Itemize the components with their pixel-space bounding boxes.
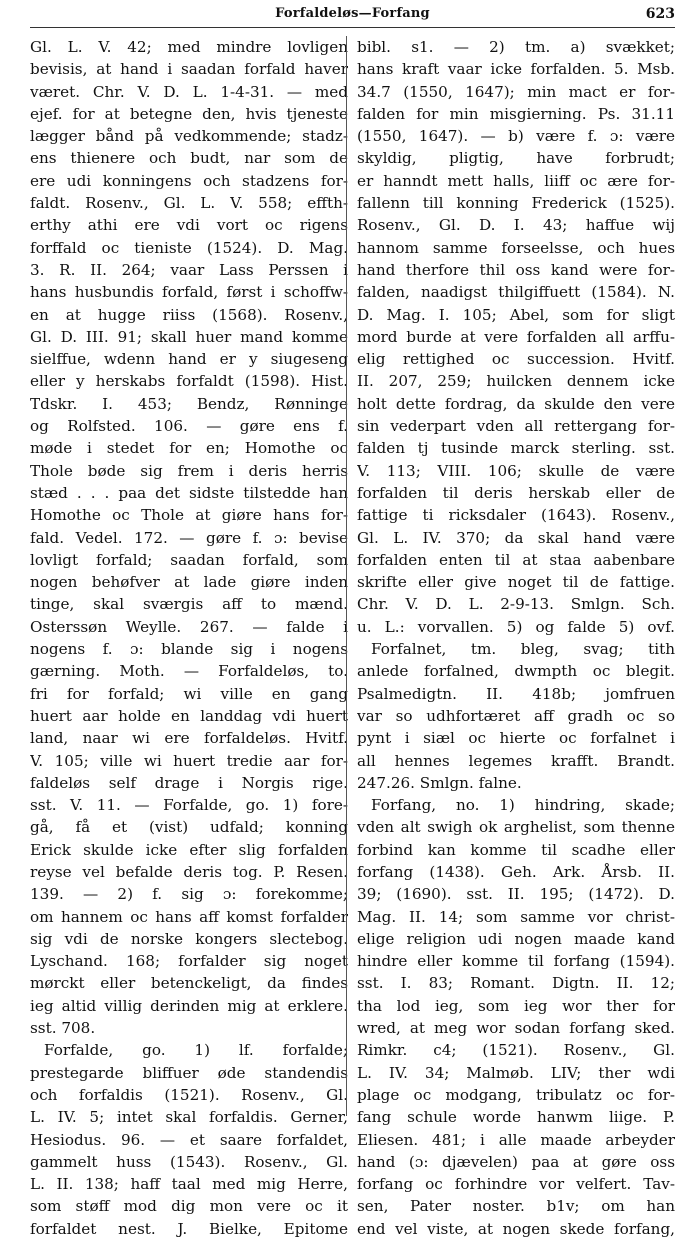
text-line: Hesiodus. 96. — et saare forfaldet, bbox=[30, 1130, 348, 1149]
text-line: Forfang, no. 1) hindring, skade; bbox=[371, 796, 675, 815]
left-column bbox=[30, 36, 348, 1240]
text-line: bibl. s1. — 2) tm. a) svækket; bbox=[357, 38, 675, 56]
text-line: fri for forfald; wi ville en gang bbox=[30, 684, 348, 703]
text-line: om hannem oc hans aff komst forfalder bbox=[30, 907, 348, 926]
text-line: elig rettighed oc succession. Hvitf. bbox=[357, 350, 675, 369]
text-line: gammelt huss (1543). Rosenv., Gl. bbox=[30, 1152, 348, 1171]
text-line: Forfalde, go. 1) lf. forfalde; bbox=[44, 1041, 348, 1060]
text-line: møde i stedet for en; Homothe oc bbox=[30, 439, 348, 458]
text-line: end vel viste, at nogen skede forfang, bbox=[357, 1219, 675, 1238]
text-line: som støff mod dig mon vere oc it bbox=[30, 1197, 348, 1216]
column-divider bbox=[346, 36, 347, 1116]
text-line: Gl. L. IV. 370; da skal hand være bbox=[357, 528, 675, 547]
text-line: holt dette fordrag, da skulde den vere bbox=[357, 394, 675, 413]
text-line: falden tj tusinde marck sterling. sst. bbox=[357, 439, 675, 458]
text-line: 39; (1690). sst. II. 195; (1472). D. bbox=[357, 885, 675, 904]
text-line: elige religion udi nogen maade kand bbox=[357, 929, 675, 948]
text-line: fald. Vedel. 172. — gøre f. ɔ: bevise bbox=[30, 528, 348, 547]
text-line: ere udi konningens och stadzens for- bbox=[30, 171, 348, 190]
text-line: II. 207, 259; huilcken dennem icke bbox=[357, 372, 675, 391]
text-line: anlede forfalned, dwmpth oc blegit. bbox=[357, 662, 675, 681]
text-line: Rosenv., Gl. D. I. 43; haffue wij bbox=[357, 216, 675, 235]
text-line: L. II. 138; haff taal med mig Herre, bbox=[30, 1175, 348, 1194]
text-line: Osterssøn Weylle. 267. — falde i bbox=[30, 617, 348, 636]
text-line: 139. — 2) f. sig ɔ: forekomme; bbox=[30, 885, 348, 904]
text-line: forfalden til deris herskab eller de bbox=[357, 483, 675, 502]
text-line: sst. V. 11. — Forfalde, go. 1) fore- bbox=[30, 796, 348, 815]
text-line: tha lod ieg, som ieg wor ther for bbox=[357, 996, 675, 1015]
text-line: erthy athi ere vdi vort oc rigens bbox=[30, 216, 348, 235]
text-line: bevisis, at hand i saadan forfald haver bbox=[30, 60, 348, 79]
text-line: hindre eller komme til forfang (1594). bbox=[357, 952, 675, 971]
text-line: sielffue, wdenn hand er y siugeseng bbox=[30, 350, 348, 369]
text-line: 3. R. II. 264; vaar Lass Perssen i bbox=[30, 260, 348, 279]
text-line: forbind kan komme til scadhe eller bbox=[357, 840, 675, 859]
text-line: u. L.: vorvallen. 5) og falde 5) ovf. bbox=[357, 617, 675, 636]
page-number: 623 bbox=[645, 6, 675, 22]
text-line: sin vederpart vden all rettergang for- bbox=[357, 417, 675, 436]
text-line: fattige ti ricksdaler (1643). Rosenv., bbox=[357, 506, 675, 525]
text-line: en at hugge riiss (1568). Rosenv., bbox=[30, 305, 348, 324]
text-line: och forfaldis (1521). Rosenv., Gl. bbox=[30, 1085, 348, 1104]
text-line: gærning. Moth. — Forfaldeløs, to. bbox=[30, 662, 348, 681]
text-line: Mag. II. 14; som samme vor christ- bbox=[357, 907, 675, 926]
text-line: V. 113; VIII. 106; skulle de være bbox=[357, 461, 675, 480]
text-line: faldeløs self drage i Norgis rige. bbox=[30, 773, 348, 792]
text-line: land, naar wi ere forfaldeløs. Hvitf. bbox=[30, 729, 348, 748]
text-line: hannom samme forseelsse, och hues bbox=[357, 238, 675, 257]
text-line: sst. 708. bbox=[30, 1019, 96, 1038]
text-line: L. IV. 5; intet skal forfaldis. Gerner, bbox=[30, 1108, 348, 1127]
text-line: Homothe oc Thole at giøre hans for- bbox=[30, 506, 348, 525]
text-line: Erick skulde icke efter slig forfalden bbox=[30, 840, 348, 859]
text-line: L. IV. 34; Malmøb. LIV; ther wdi bbox=[357, 1063, 675, 1082]
page-header bbox=[30, 6, 675, 28]
text-line: D. Mag. I. 105; Abel, som for sligt bbox=[357, 305, 675, 324]
text-line: 247.26. Smlgn. falne. bbox=[357, 773, 522, 792]
text-line: været. Chr. V. D. L. 1-4-31. — med bbox=[30, 82, 348, 101]
text-line: fallenn till konning Frederick (1525). bbox=[357, 194, 675, 213]
text-line: var so udhfortæret aff gradh oc so bbox=[357, 706, 675, 725]
text-line: Gl. L. V. 42; med mindre lovligen bbox=[30, 38, 348, 56]
text-line: Forfalnet, tm. bleg, svag; tith bbox=[371, 640, 675, 659]
text-line: hans kraft vaar icke forfalden. 5. Msb. bbox=[357, 60, 675, 79]
text-line: all hennes legemes krafft. Brandt. bbox=[357, 751, 675, 770]
text-line: er hanndt mett halls, liiff oc ære for- bbox=[357, 171, 675, 190]
text-line: Chr. V. D. L. 2-9-13. Smlgn. Sch. bbox=[357, 595, 675, 614]
text-line: Lyschand. 168; forfalder sig noget bbox=[30, 952, 348, 971]
text-line: ieg altid villig derinden mig at erklere. bbox=[30, 996, 348, 1015]
text-line: Eliesen. 481; i alle maade arbeyder bbox=[357, 1130, 675, 1149]
text-line: Thole bøde sig frem i deris herris bbox=[30, 461, 348, 480]
text-line: hans husbundis forfald, først i schoffw- bbox=[30, 283, 348, 302]
text-line: mord burde at vere forfalden all arffu- bbox=[357, 327, 675, 346]
text-line: forfaldet nest. J. Bielke, Epitome bbox=[30, 1219, 348, 1238]
text-line: prestegarde bliffuer øde standendis bbox=[30, 1063, 348, 1082]
text-line: forffald oc tieniste (1524). D. Mag. bbox=[30, 238, 348, 257]
header-rule bbox=[30, 27, 675, 28]
text-line: ejef. for at betegne den, hvis tjeneste bbox=[30, 104, 348, 123]
text-line: huert aar holde en landdag vdi huert bbox=[30, 706, 348, 725]
text-line: skrifte eller give noget til de fattige. bbox=[357, 573, 675, 592]
running-head: Forfaldeløs—Forfang bbox=[275, 6, 430, 21]
text-line: lægger bånd på vedkommende; stadz- bbox=[30, 127, 348, 146]
right-column bbox=[357, 36, 675, 1240]
text-line: mørckt eller betenckeligt, da findes bbox=[30, 974, 348, 993]
text-line: V. 105; ville wi huert tredie aar for- bbox=[30, 751, 348, 770]
text-line: sst. I. 83; Romant. Digtn. II. 12; bbox=[357, 974, 675, 993]
text-line: Gl. D. III. 91; skall huer mand komme bbox=[30, 327, 348, 346]
text-line: Tdskr. I. 453; Bendz, Rønninge bbox=[30, 394, 348, 413]
text-line: 34.7 (1550, 1647); min mact er for- bbox=[357, 82, 675, 101]
text-line: lovligt forfald; saadan forfald, som bbox=[30, 550, 348, 569]
text-line: reyse vel befalde deris tog. P. Resen. bbox=[30, 862, 348, 881]
text-line: plage oc modgang, tribulatz oc for- bbox=[357, 1085, 675, 1104]
text-line: eller y herskabs forfaldt (1598). Hist. bbox=[30, 372, 348, 391]
text-line: skyldig, pligtig, have forbrudt; bbox=[357, 149, 675, 168]
text-line: falden, naadigst thilgiffuett (1584). N. bbox=[357, 283, 675, 302]
text-line: pynt i siæl oc hierte oc forfalnet i bbox=[357, 729, 675, 748]
text-line: sen, Pater noster. b1v; om han bbox=[357, 1197, 675, 1216]
text-line: fang schule worde hanwm liige. P. bbox=[357, 1108, 675, 1127]
text-line: hand therfore thil oss kand were for- bbox=[357, 260, 675, 279]
text-line: forfalden enten til at staa aabenbare bbox=[357, 550, 675, 569]
text-line: nogens f. ɔ: blande sig i nogens bbox=[30, 640, 348, 659]
text-line: vden alt swigh ok arghelist, som thenne bbox=[357, 818, 675, 837]
text-line: falden for min misgierning. Ps. 31.11 bbox=[357, 104, 675, 123]
text-line: ens thienere och budt, nar som de bbox=[30, 149, 348, 168]
text-line: forfang (1438). Geh. Ark. Årsb. II. bbox=[357, 862, 675, 881]
text-line: forfang oc forhindre vor velfert. Tav- bbox=[357, 1175, 675, 1194]
text-line: hand (ɔ: djævelen) paa at gøre oss bbox=[357, 1152, 675, 1171]
text-line: faldt. Rosenv., Gl. L. V. 558; effth- bbox=[30, 194, 348, 213]
text-line: wred, at meg wor sodan forfang sked. bbox=[357, 1019, 675, 1038]
text-line: (1550, 1647). — b) være f. ɔ: være bbox=[357, 127, 675, 146]
text-line: stæd . . . paa det sidste tilstedde han bbox=[30, 483, 348, 502]
text-line: tinge, skal sværgis aff to mænd. bbox=[30, 595, 348, 614]
text-line: Rimkr. c4; (1521). Rosenv., Gl. bbox=[357, 1041, 675, 1060]
text-line: nogen behøfver at lade giøre inden bbox=[30, 573, 348, 592]
text-line: sig vdi de norske kongers slectebog. bbox=[30, 929, 348, 948]
text-line: Psalmedigtn. II. 418b; jomfruen bbox=[357, 684, 675, 703]
text-line: gå, få et (vist) udfald; konning bbox=[30, 818, 348, 837]
text-line: og Rolfsted. 106. — gøre ens f. bbox=[30, 417, 348, 436]
